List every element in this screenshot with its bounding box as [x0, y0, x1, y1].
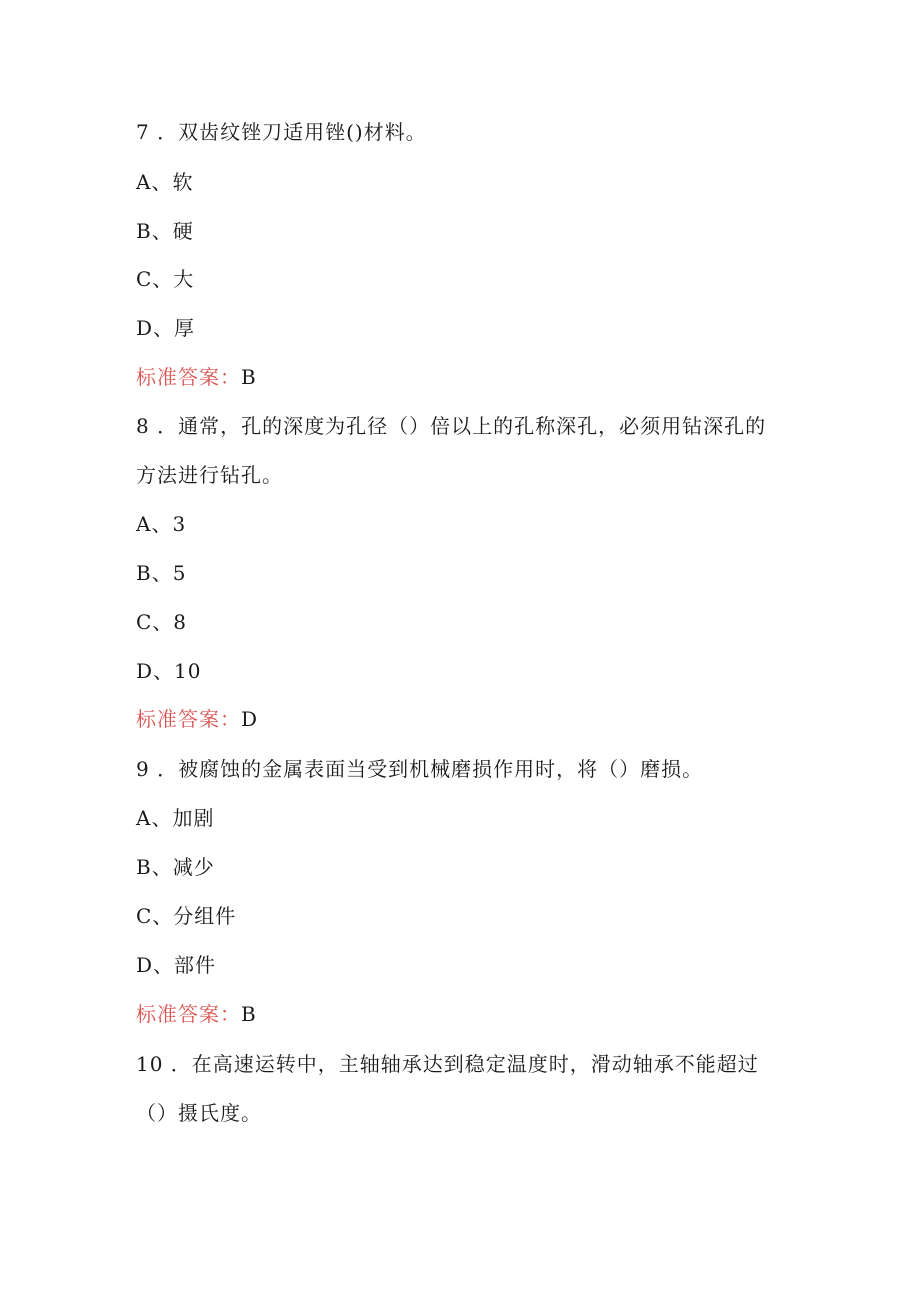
- question-7-stem: 7 ．双齿纹锉刀适用锉()材料。: [136, 120, 427, 144]
- question-7-option-a: A、软: [136, 170, 194, 194]
- question-7-answer: [136, 363, 257, 391]
- question-10-stem-line-2: （）摄氏度。: [136, 1101, 262, 1125]
- answer-value: B: [241, 1002, 257, 1026]
- question-8-option-d: D、10: [136, 659, 202, 683]
- answer-value: D: [241, 707, 259, 731]
- question-8-option-c: C、8: [136, 610, 188, 634]
- question-9-option-a: A、加剧: [136, 806, 215, 830]
- answer-label: 标准答案：: [136, 707, 241, 731]
- question-8-stem-line-1: 8 ．通常，孔的深度为孔径（）倍以上的孔称深孔，必须用钻深孔的: [136, 414, 767, 438]
- answer-value: B: [241, 365, 257, 389]
- question-9-stem: 9 ．被腐蚀的金属表面当受到机械磨损作用时，将（）磨损。: [136, 757, 704, 781]
- question-9-option-c: C、分组件: [136, 904, 237, 928]
- question-7-option-d: D、厚: [136, 316, 196, 340]
- question-8-stem-line-2: 方法进行钻孔。: [136, 463, 283, 487]
- question-7-option-b: B、硬: [136, 219, 194, 243]
- question-9-option-b: B、减少: [136, 855, 215, 879]
- question-9-option-d: D、部件: [136, 953, 217, 977]
- answer-label: 标准答案：: [136, 1002, 241, 1026]
- question-8-option-a: A、3: [136, 512, 187, 536]
- answer-label: 标准答案：: [136, 365, 241, 389]
- question-7-option-c: C、大: [136, 267, 195, 291]
- question-8-answer: [136, 705, 258, 733]
- question-8-option-b: B、5: [136, 561, 187, 585]
- question-10-stem-line-1: 10 ．在高速运转中，主轴轴承达到稳定温度时，滑动轴承不能超过: [136, 1052, 759, 1076]
- question-9-answer: [136, 1000, 257, 1028]
